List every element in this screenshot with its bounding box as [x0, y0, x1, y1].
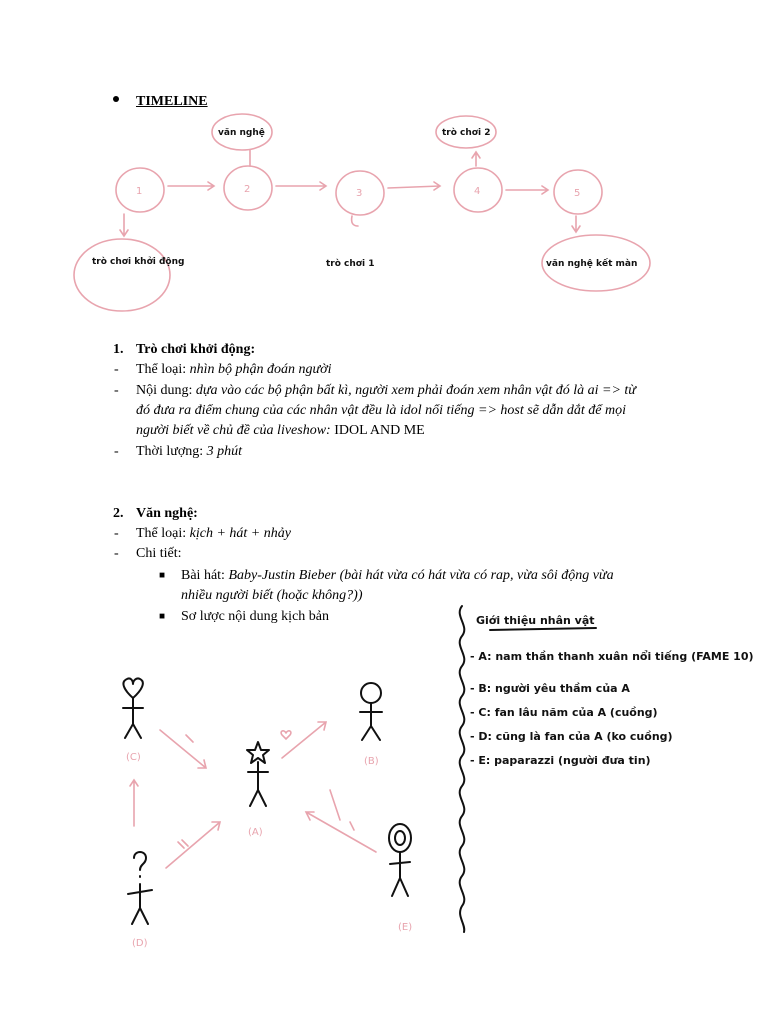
notes-line-2: - B: người yêu thầm của A	[470, 682, 630, 695]
figure-a	[248, 762, 268, 806]
section2-song-2: nhiều người biết (hoặc không?))	[181, 588, 363, 603]
node-label-2: 2	[244, 184, 251, 195]
round-head-icon	[361, 683, 381, 703]
figure-b	[360, 703, 382, 740]
square-bullet: ■	[159, 570, 166, 581]
notes-line-5: - E: paparazzi (người đưa tin)	[470, 754, 651, 767]
section2-song-1: Bài hát: Baby-Justin Bieber (bài hát vừa có hát vừa có rap, vừa sôi động vừa	[181, 568, 614, 583]
section1-content-2: đó đưa ra điểm chung của các nhân vật đều là idol nổi tiếng => host sẽ dẫn dắt để mọi	[136, 403, 627, 418]
note-end: văn nghệ kết màn	[546, 259, 638, 269]
heart-head-icon	[123, 678, 142, 698]
dash: -	[114, 546, 119, 561]
section1-content-1: Nội dung: dựa vào các bộ phận bất kì, người xem phải đoán xem nhân vật đó là ai => từ	[136, 383, 636, 398]
figure-label-a: (A)	[248, 827, 263, 838]
node-label-5: 5	[574, 188, 581, 199]
figure-e	[390, 852, 410, 896]
notes-line-1: - A: nam thần thanh xuân nổi tiếng (FAME 10)	[470, 650, 754, 663]
node-label-4: 4	[474, 186, 481, 197]
square-bullet: ■	[159, 611, 166, 622]
section2-script: Sơ lược nội dung kịch bản	[181, 609, 329, 624]
arrow-c-a	[160, 730, 206, 768]
node-label-3: 3	[356, 188, 363, 199]
star-head-icon	[247, 742, 269, 763]
note-game: trò chơi khởi động	[92, 257, 185, 267]
section1-duration: Thời lượng: 3 phút	[136, 444, 243, 459]
wavy-divider	[460, 606, 465, 932]
figure-label-d: (D)	[132, 938, 148, 949]
arrow-e-a	[306, 812, 376, 852]
dash: -	[114, 444, 119, 459]
timeline-heading: TIMELINE	[136, 94, 208, 109]
section2-number: 2.	[113, 506, 124, 521]
section1-title: Trò chơi khởi động:	[136, 342, 256, 357]
arrow-d-a	[166, 822, 220, 868]
figure-label-e: (E)	[398, 922, 413, 933]
notes-underline	[490, 628, 596, 630]
node-label-1: 1	[136, 186, 143, 197]
figure-d	[128, 884, 152, 924]
figure-label-c: (C)	[126, 752, 141, 763]
note-mid: trò chơi 1	[326, 259, 375, 269]
question-head-icon	[134, 852, 146, 877]
arrow-a-b	[282, 722, 326, 758]
section1-content-3: người biết về chủ đề của liveshow: IDOL AND ME	[136, 423, 425, 438]
figure-c	[123, 698, 143, 738]
note-perf: văn nghệ	[218, 128, 265, 138]
section1-number: 1.	[113, 342, 124, 357]
section2-genre: Thể loại: kịch + hát + nhảy	[136, 526, 291, 541]
dash: -	[114, 383, 119, 398]
dash: -	[114, 362, 119, 377]
note-game2: trò chơi 2	[442, 128, 491, 138]
section2-detail: Chi tiết:	[136, 546, 182, 561]
figure-label-b: (B)	[364, 756, 379, 767]
notes-title: Giới thiệu nhân vật	[476, 614, 595, 627]
arrow-d-c	[130, 780, 138, 826]
dash: -	[114, 526, 119, 541]
notes-line-3: - C: fan lâu năm của A (cuồng)	[470, 706, 658, 719]
notes-line-4: - D: cũng là fan của A (ko cuồng)	[470, 730, 673, 743]
section2-title: Văn nghệ:	[136, 506, 198, 521]
section1-genre: Thể loại: nhìn bộ phận đoán người	[136, 362, 332, 377]
camera-head-icon	[389, 824, 411, 852]
